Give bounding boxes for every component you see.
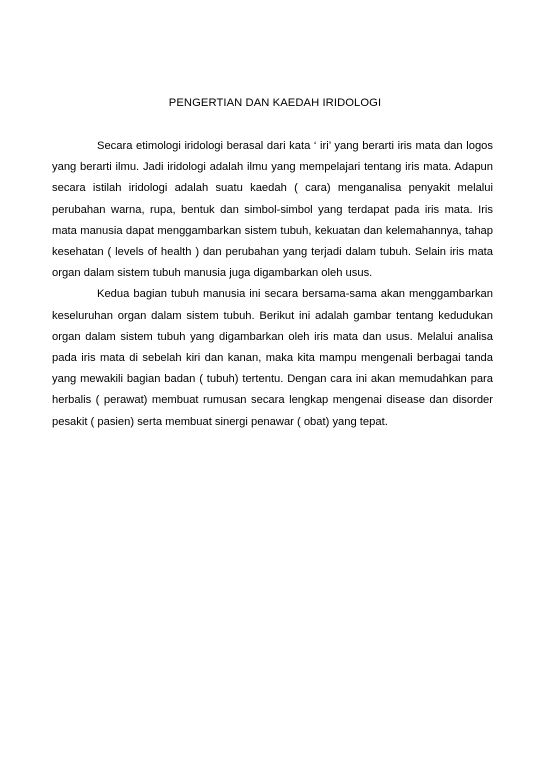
paragraph-1: Secara etimologi iridologi berasal dari kata ‘ iri’ yang berarti iris mata dan logos yang berarti ilmu. Jadi iridologi adalah ilmu yang mempelajari tentang iris mata. Adapun secara istilah iridologi adalah suatu kaedah ( cara) menganalisa penyakit melalui perubahan warna, rupa, bentuk dan simbol-simbol yang terdapat pada iris mata. Iris mata manusia dapat menggambarkan sistem tubuh, kekuatan dan kelemahannya, tahap kesehatan ( levels of health ) dan perubahan yang terjadi dalam tubuh. Selain iris mata organ dalam sistem tubuh manusia juga digambarkan oleh usus.: [52, 140, 493, 280]
page-title: PENGERTIAN DAN KAEDAH IRIDOLOGI: [168, 97, 382, 109]
body-text: [52, 136, 493, 433]
paragraph-2: Kedua bagian tubuh manusia ini secara bersama-sama akan menggambarkan keseluruhan organ dalam sistem tubuh. Berikut ini adalah gambar tentang kedudukan organ dalam sistem tubuh yang digambarkan oleh iris mata dan usus. Melalui analisa pada iris mata di sebelah kiri dan kanan, maka kita mampu mengenali berbagai tanda yang mewakili bagian badan ( tubuh) tertentu. Dengan cara ini akan memudahkan para herbalis ( perawat) membuat rumusan secara lengkap mengenai disease dan disorder pesakit ( pasien) serta membuat sinergi penawar ( obat) yang tepat.: [52, 288, 493, 428]
